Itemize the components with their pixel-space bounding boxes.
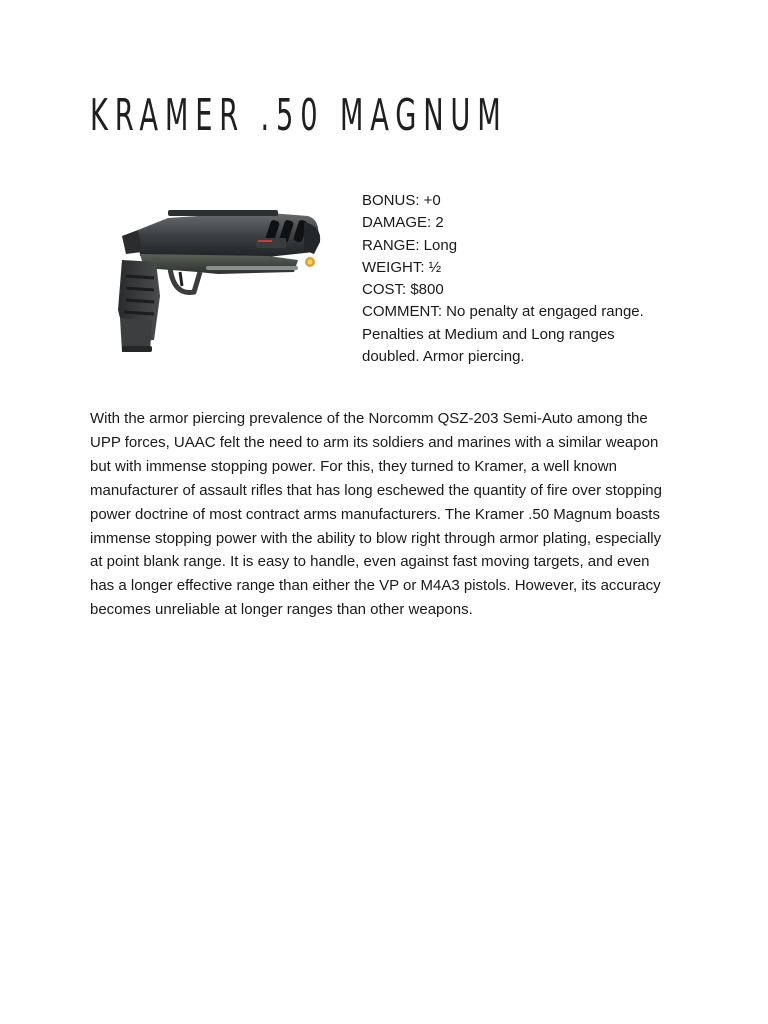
description-paragraph: With the armor piercing prevalence of the Norcomm QSZ-203 Semi-Auto among the UPP forces, UAAC felt the need to arm its soldiers and marines with a similar weapon but with immense stopping power. For this, they turned to Kramer, a well known manufacturer of assault rifles that has long eschewed the quantity of fire over stopping power doctrine of most contract arms manufacturers. The Kramer .50 Magnum boasts immense stopping power with the ability to blow right through armor plating, especially at point blank range. It is easy to handle, even against fast moving targets, and even has a longer effective range than either the VP or M4A3 pistols. However, its accuracy becomes unreliable at longer ranges than other weapons. — [90, 410, 662, 619]
stat-range: RANGE: Long — [362, 236, 458, 254]
stat-bonus: BONUS: +0 — [362, 192, 441, 209]
weapon-stats — [362, 190, 682, 368]
stat-weight: WEIGHT: ½ — [362, 258, 442, 276]
stat-cost: COST: $800 — [362, 281, 444, 299]
pistol-image — [108, 200, 328, 360]
page-title: KRAMER .50 MAGNUM — [90, 90, 508, 141]
stat-damage: DAMAGE: 2 — [362, 214, 444, 232]
stat-comment: COMMENT: No penalty at engaged range. Penalties at Medium and Long ranges doubled. Armor piercing. — [362, 303, 644, 366]
